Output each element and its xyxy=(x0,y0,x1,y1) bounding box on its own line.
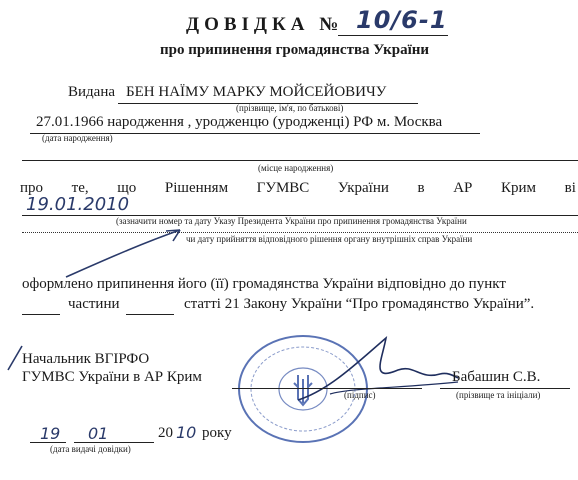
word: АР xyxy=(453,180,473,196)
issued-name: БЕН НАЇМУ МАРКУ МОЙСЕЙОВИЧУ xyxy=(126,84,387,100)
signatory-underline xyxy=(440,388,570,389)
issue-day: 19 xyxy=(40,424,61,443)
position-line-2: ГУМВС України в АР Крим xyxy=(22,369,202,385)
word: Крим xyxy=(501,180,537,196)
place-underline xyxy=(22,160,578,161)
document-subtitle: про припинення громадянства України xyxy=(160,42,430,58)
word: Рішенням xyxy=(164,180,229,196)
article-text: статті 21 Закону України “Про громадянство України”. xyxy=(184,296,535,312)
signatory-name: Бабашин С.В. xyxy=(452,369,541,385)
decree-caption: (зазначити номер та дату Указу Президента України про припинення громадянства України xyxy=(116,216,467,226)
sign-underline xyxy=(232,388,422,389)
issue-month: 01 xyxy=(88,424,109,443)
issue-date-caption: (дата видачі довідки) xyxy=(50,444,131,454)
issued-label: Видана xyxy=(68,84,116,100)
document-title xyxy=(186,14,343,36)
birth-line: 27.01.1966 народження , уродженцю (уродженці) РФ м. Москва xyxy=(36,114,443,130)
word: ві xyxy=(564,180,576,196)
signatory-caption: (прізвище та ініціали) xyxy=(456,390,541,400)
handwritten-date: 19.01.2010 xyxy=(26,194,130,215)
number-underline xyxy=(338,35,448,36)
issue-year-word: року xyxy=(202,425,232,441)
body-line-2: оформлено припинення його (її) громадянства України відповідно до пункт xyxy=(22,276,506,292)
birth-date-caption: (дата народження) xyxy=(42,133,113,143)
birth-place-caption: (місце народження) xyxy=(258,163,334,173)
word: що xyxy=(117,180,137,196)
word: те, xyxy=(71,180,89,196)
point-blank xyxy=(22,314,60,315)
day-underline xyxy=(30,442,66,443)
word: в xyxy=(417,180,425,196)
word: про xyxy=(20,180,44,196)
decision-caption: чи дату прийняття відповідного рішення органу внутрішніх справ України xyxy=(186,234,473,244)
sign-caption: (підпис) xyxy=(344,390,376,400)
part-blank xyxy=(126,314,174,315)
month-underline xyxy=(74,442,154,443)
part-word: частини xyxy=(68,296,120,312)
title-text: ДОВІДКА № xyxy=(186,14,344,35)
issue-year-prefix: 20 xyxy=(158,425,173,441)
issue-year-suffix: 10 xyxy=(176,423,197,442)
document-number: 10/6-1 xyxy=(356,6,448,34)
name-caption: (прізвище, ім'я, по батькові) xyxy=(236,103,344,113)
arrow-icon xyxy=(60,222,200,282)
word: ГУМВС xyxy=(256,180,310,196)
word: України xyxy=(337,180,389,196)
position-line-1: Начальник ВГІРФО xyxy=(22,351,150,367)
